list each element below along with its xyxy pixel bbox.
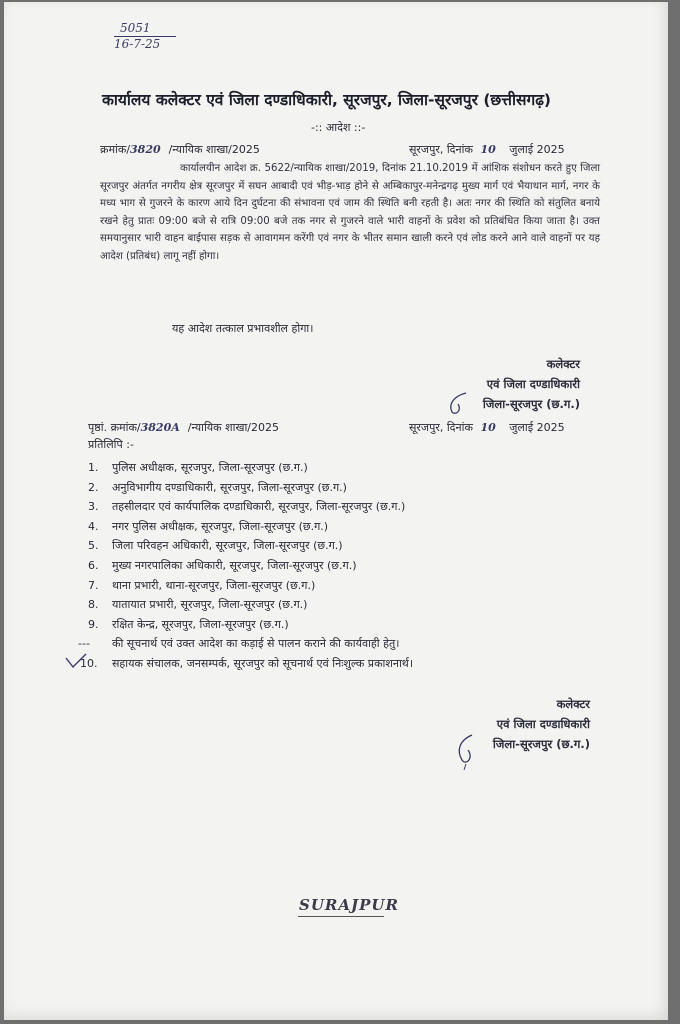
- sig-district: जिला-सूरजपुर (छ.ग.): [482, 397, 580, 411]
- list-item: [88, 576, 413, 596]
- ref2-number: 3820A: [140, 421, 180, 434]
- ref-number: 3820: [130, 143, 161, 156]
- effective-statement: यह आदेश तत्काल प्रभावशील होगा।: [172, 322, 314, 335]
- list-item-number: 4.: [88, 519, 99, 533]
- copy-date: [409, 421, 565, 435]
- ref2-section: /न्यायिक शाखा/2025: [187, 421, 279, 434]
- ref-prefix: क्रमांक/: [100, 143, 131, 156]
- list-item-number: 10.: [80, 656, 98, 670]
- order-heading: -:: आदेश ::-: [311, 121, 366, 134]
- list-item: [88, 497, 413, 517]
- list-item-text: जिला परिवहन अधिकारी, सूरजपुर, जिला-सूरजपुर (छ.ग.): [112, 539, 343, 553]
- list-item-number: 9.: [88, 617, 99, 631]
- document-page: [4, 2, 668, 1020]
- order-body: कार्यालयीन आदेश क्र. 5622/न्यायिक शाखा/2019, दिनांक 21.10.2019 में आंशिक संशोधन करते हुए जिला सूरजपुर अंतर्गत नगरीय क्षेत्र सूरजपुर में सघन आबादी एवं भीड़-भाड़ होने से अम्बिकापुर-मनेन्द्रगढ़ मुख्य मार्ग एवं भैयाथान मार्ग, नगर के मध्य भाग से गुजरने के कारण आये दिन दुर्घटना की संभावना एवं जाम की स्थिति बनी रहती है। अतः नगर की स्थिति को संतुलित बनाये रखने हेतु प्रातः 09:00 बजे से रात्रि 09:00 बजे तक नगर से गुजरने वाले भारी वाहनों के प्रवेश को प्रतिबंधित किया जाता है। उक्त समयानुसार भारी वाहन बाईपास सड़क से आवागमन करेंगी एवं नगर के भीतर समान खाली करने एवं लोड करने आने वाले वाहनों पर यह आदेश (प्रतिबंध) लागू नहीं होगा।: [100, 163, 600, 262]
- list-item-text: सहायक संचालक, जनसम्पर्क, सूरजपुर को सूचनार्थ एवं निःशुल्क प्रकाशनार्थ।: [112, 656, 413, 670]
- office-title: कार्यालय कलेक्टर एवं जिला दण्डाधिकारी, सूरजपुर, जिला-सूरजपुर (छत्तीसगढ़): [102, 91, 552, 109]
- handwritten-date: 16-7-25: [114, 37, 161, 51]
- list-item: [78, 634, 413, 654]
- list-item-text: नगर पुलिस अधीक्षक, सूरजपुर, जिला-सूरजपुर (छ.ग.): [112, 519, 329, 533]
- list-item-text: पुलिस अधीक्षक, सूरजपुर, जिला-सूरजपुर (छ.ग.): [112, 461, 308, 474]
- copy-list: [78, 458, 413, 674]
- order-date: [409, 143, 565, 157]
- ref2-prefix: पृष्ठां. क्रमांक/: [88, 421, 141, 434]
- list-item: [88, 536, 413, 556]
- list-item-text: मुख्य नगरपालिका अधिकारी, सूरजपुर, जिला-सूरजपुर (छ.ग.): [112, 558, 357, 572]
- surajpur-logo: SURAJPUR: [299, 896, 399, 914]
- list-item-number: 2.: [88, 480, 99, 494]
- order-reference: [100, 143, 260, 157]
- handwritten-number: 5051: [120, 21, 151, 35]
- handwritten-inward-note: [114, 22, 176, 51]
- list-item-number: ---: [78, 637, 90, 651]
- list-item-number: 1.: [88, 461, 99, 474]
- list-item-text: की सूचनार्थ एवं उक्त आदेश का कड़ाई से पालन कराने की कार्यवाही हेतु।: [112, 637, 400, 651]
- date2-month-year: जुलाई 2025: [509, 421, 565, 434]
- list-item: [88, 517, 413, 537]
- sig-designation: कलेक्टर: [546, 357, 580, 371]
- list-item-number: 3.: [88, 500, 99, 514]
- date-day: 10: [480, 143, 496, 156]
- ref-section: /न्यायिक शाखा/2025: [168, 143, 260, 156]
- list-item-number: 7.: [88, 578, 99, 592]
- date2-day: 10: [480, 421, 496, 434]
- sig2-designation-2: एवं जिला दण्डाधिकारी: [496, 717, 590, 731]
- signature-block-1: [404, 354, 580, 414]
- list-item: [88, 478, 413, 498]
- signature-scribble-2: [452, 732, 482, 772]
- list-item: [88, 458, 413, 478]
- copy-label: प्रतिलिपि :-: [88, 438, 134, 451]
- list-item-text: तहसीलदार एवं कार्यपालिक दण्डाधिकारी, सूरजपुर, जिला-सूरजपुर (छ.ग.): [112, 500, 406, 514]
- copy-reference: [88, 421, 279, 435]
- signature-scribble-1: [444, 390, 474, 418]
- list-item: [88, 615, 413, 635]
- sig-designation-2: एवं जिला दण्डाधिकारी: [486, 377, 580, 391]
- sig2-designation: कलेक्टर: [556, 697, 590, 711]
- list-item-text: थाना प्रभारी, थाना-सूरजपुर, जिला-सूरजपुर (छ.ग.): [112, 578, 316, 592]
- list-item-text: रक्षित केन्द्र, सूरजपुर, जिला-सूरजपुर (छ.ग.): [112, 617, 289, 631]
- list-item-number: 8.: [88, 598, 99, 612]
- list-item: [88, 556, 413, 576]
- list-item-text: अनुविभागीय दण्डाधिकारी, सूरजपुर, जिला-सूरजपुर (छ.ग.): [112, 480, 347, 494]
- date-month-year: जुलाई 2025: [509, 143, 565, 156]
- list-item: [80, 654, 413, 674]
- sig2-district: जिला-सूरजपुर (छ.ग.): [492, 737, 590, 751]
- list-item-number: 6.: [88, 558, 99, 572]
- list-item-number: 5.: [88, 539, 99, 553]
- logo-underline: [298, 916, 384, 917]
- list-item: [88, 595, 413, 615]
- checkmark-icon: [64, 652, 88, 670]
- signature-block-2: [414, 694, 590, 754]
- list-item-text: यातायात प्रभारी, सूरजपुर, जिला-सूरजपुर (छ.ग.): [112, 598, 308, 612]
- date2-label: सूरजपुर, दिनांक: [409, 421, 473, 434]
- date-label: सूरजपुर, दिनांक: [409, 143, 473, 156]
